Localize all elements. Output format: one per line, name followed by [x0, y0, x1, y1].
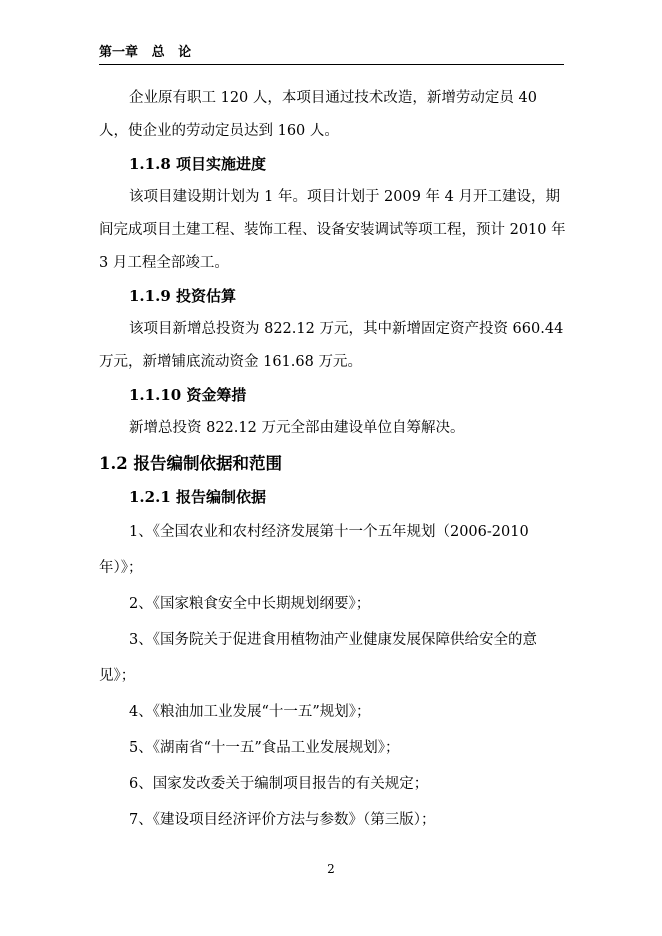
section-text-1-1-10: 新增总投资 822.12 万元全部由建设单位自筹解决。	[129, 420, 465, 436]
section-text-1-1-9: 该项目新增总投资为 822.12 万元，其中新增固定资产投资 660.44 万元，新增铺底流动资金 161.68 万元。	[99, 321, 564, 370]
section-heading-1-2: 1.2 报告编制依据和范围	[99, 454, 282, 473]
section-text-1-1-8: 该项目建设期计划为 1 年。项目计划于 2009 年 4 月开工建设，期间完成项目土建工程、装饰工程、设备安装调试等项工程，预计 2010 年 3 月工程全部竣工。	[99, 189, 566, 271]
basis-list-item: 4、《粮油加工业发展“十一五”规划》；	[129, 704, 371, 720]
page-number: 2	[327, 862, 335, 876]
section-heading-1-1-9: 1.1.9 投资估算	[129, 287, 236, 305]
basis-list-item: 6、国家发改委关于编制项目报告的有关规定；	[129, 776, 429, 792]
document-body	[99, 82, 567, 838]
basis-list-item: 3、《国务院关于促进食用植物油产业健康发展保障供给安全的意见》；	[99, 632, 537, 684]
basis-list-item: 1、《全国农业和农村经济发展第十一个五年规划（2006-2010 年）》；	[99, 524, 529, 576]
section-heading-1-1-10: 1.1.10 资金筹措	[129, 386, 247, 404]
intro-paragraph: 企业原有职工 120 人，本项目通过技术改造，新增劳动定员 40 人，使企业的劳动定员达到 160 人。	[99, 90, 537, 139]
basis-list-item: 5、《湖南省“十一五”食品工业发展规划》；	[129, 740, 400, 756]
chapter-title: 第一章 总 论	[99, 45, 192, 60]
page-header	[99, 44, 564, 65]
basis-list-item: 2、《国家粮食安全中长期规划纲要》；	[129, 596, 371, 612]
basis-list-item: 7、《建设项目经济评价方法与参数》（第三版）；	[129, 812, 436, 828]
section-heading-1-1-8: 1.1.8 项目实施进度	[129, 155, 266, 173]
section-heading-1-2-1: 1.2.1 报告编制依据	[129, 488, 266, 506]
